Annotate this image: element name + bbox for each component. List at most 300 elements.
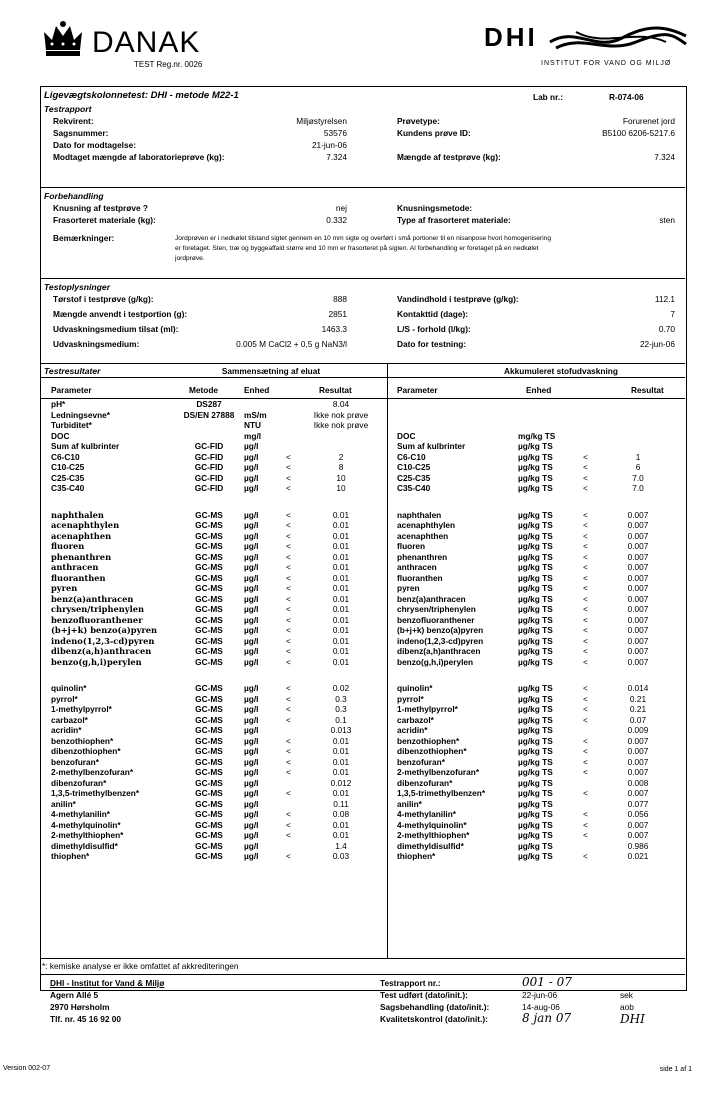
accum-unit: µg/kg TS: [518, 441, 553, 451]
remarks-line: Jordprøven er i nedkølet tilstand sigtet gennem en 10 mm sigte og overført i små portioner til en nisanpose hvori homogenisering: [175, 235, 552, 242]
result-value: 0.01: [332, 614, 350, 625]
accum-qualifier: <: [583, 614, 588, 625]
field-label: Knusning af testprøve ?: [53, 203, 148, 213]
field-label: Knusningsmetode:: [397, 203, 473, 213]
result-method: GC-MS: [195, 767, 223, 777]
accum-unit: µg/kg TS: [518, 562, 553, 572]
accum-unit: µg/kg TS: [518, 704, 553, 714]
result-qualifier: <: [286, 851, 291, 861]
dhi-logo: [484, 22, 690, 72]
result-parameter: 4-methylanilin*: [51, 809, 111, 819]
result-parameter: Turbiditet*: [51, 420, 92, 430]
result-value: 10: [336, 472, 346, 483]
field-value: 22-jun-06: [639, 339, 675, 349]
accum-unit: µg/kg TS: [518, 809, 553, 819]
accum-value: 0.014: [627, 683, 649, 693]
accum-parameter: C6-C10: [397, 451, 426, 462]
result-unit: µg/l: [244, 830, 259, 840]
accum-parameter: anthracen: [397, 562, 437, 572]
address-line-1: DHI - Institut for Vand & Miljø: [50, 978, 165, 988]
crown-icon: [42, 20, 84, 58]
result-parameter: benz(a)anthracen: [51, 593, 134, 604]
result-value: 0.01: [332, 746, 350, 756]
accum-value: 6: [635, 462, 641, 472]
signoff-initials: sek: [620, 990, 633, 1000]
accum-qualifier: <: [583, 656, 588, 667]
result-value: 8: [338, 462, 344, 472]
result-method: GC-FID: [194, 441, 224, 451]
result-value: 0.03: [332, 851, 350, 861]
result-value: 0.01: [332, 625, 350, 635]
result-unit: µg/l: [244, 777, 259, 788]
result-method: GC-FID: [194, 472, 224, 483]
result-qualifier: <: [286, 683, 291, 693]
result-value: 0.11: [333, 798, 349, 809]
result-parameter: fluoranthen: [51, 572, 106, 583]
accum-value: 0.007: [627, 614, 649, 625]
accum-value: 0.021: [627, 851, 649, 861]
result-value: Ikke nok prøve: [313, 409, 369, 420]
section-forbehandling: Forbehandling: [44, 191, 104, 201]
result-value: 0.01: [332, 541, 350, 551]
result-parameter: Ledningsevne*: [51, 409, 111, 420]
report-title: Ligevægtskolonnetest: DHI - metode M22-1: [44, 90, 239, 101]
accum-unit: µg/kg TS: [518, 840, 553, 851]
result-parameter: C10-C25: [51, 462, 85, 472]
result-unit: µg/l: [244, 583, 259, 593]
accum-parameter: 2-methylbenzofuran*: [397, 767, 480, 777]
accum-value: 0.008: [627, 777, 649, 788]
result-qualifier: <: [286, 583, 291, 593]
result-value: 0.01: [332, 572, 350, 583]
accum-value: 0.009: [627, 725, 649, 735]
result-value: 0.012: [330, 777, 352, 788]
result-qualifier: <: [286, 735, 291, 746]
accum-qualifier: <: [583, 646, 588, 656]
result-unit: µg/l: [244, 614, 259, 625]
accum-parameter: fluoren: [397, 541, 426, 551]
accum-value: 0.21: [629, 693, 647, 704]
signoff-label: Test udført (dato/init.):: [380, 990, 468, 1000]
result-value: 0.01: [332, 604, 350, 614]
result-unit: NTU: [244, 420, 262, 430]
accum-value: 0.007: [627, 635, 649, 646]
result-method: GC-MS: [195, 520, 223, 530]
result-value: 0.01: [332, 788, 350, 798]
field-value: 53576: [323, 128, 347, 138]
accum-qualifier: <: [583, 483, 588, 493]
result-value: 0.01: [332, 819, 350, 830]
accum-parameter: pyren: [397, 583, 420, 593]
result-method: GC-MS: [195, 851, 223, 861]
col-header: Metode: [189, 385, 219, 395]
accum-parameter: quinolin*: [397, 683, 433, 693]
field-value: sten: [659, 215, 675, 225]
result-unit: µg/l: [244, 451, 259, 462]
accum-qualifier: <: [583, 746, 588, 756]
field-value: 1463.3: [321, 324, 347, 334]
accum-unit: µg/kg TS: [518, 756, 553, 767]
accum-parameter: pyrrol*: [397, 693, 424, 704]
field-value: 0.70: [658, 324, 675, 334]
accum-qualifier: <: [583, 604, 588, 614]
right-group-title: Akkumuleret stofudvaskning: [504, 366, 618, 376]
wave-icon: [546, 24, 690, 54]
footnote: *: kemiske analyse er ikke omfattet af akkrediteringen: [42, 961, 239, 971]
accum-qualifier: <: [583, 819, 588, 830]
result-qualifier: <: [286, 572, 291, 583]
accum-unit: µg/kg TS: [518, 767, 553, 777]
result-method: GC-MS: [195, 683, 223, 693]
accum-unit: µg/kg TS: [518, 693, 553, 704]
result-qualifier: <: [286, 693, 291, 704]
col-header: Parameter: [51, 385, 92, 395]
result-method: GC-MS: [195, 840, 223, 851]
result-value: 0.02: [332, 683, 350, 693]
accum-value: 0.007: [627, 746, 649, 756]
result-value: 0.01: [332, 635, 350, 646]
field-label: Vandindhold i testprøve (g/kg):: [397, 294, 519, 304]
result-value: 0.01: [332, 646, 350, 656]
field-label: Frasorteret materiale (kg):: [53, 215, 156, 225]
col-header: Enhed: [526, 385, 552, 395]
field-label: Dato for testning:: [397, 339, 467, 349]
result-parameter: C35-C40: [51, 483, 85, 493]
result-method: GC-MS: [195, 693, 223, 704]
address-line-2: Agern Allé 5: [50, 990, 99, 1000]
field-label: Prøvetype:: [397, 116, 440, 126]
result-value: 0.01: [332, 656, 350, 667]
accum-value: 0.007: [627, 530, 649, 541]
accum-parameter: carbazol*: [397, 714, 434, 725]
accum-parameter: 1,3,5-trimethylbenzen*: [397, 788, 486, 798]
version-label: Version 002-07: [3, 1065, 51, 1072]
result-qualifier: <: [286, 614, 291, 625]
accum-value: 0.007: [627, 656, 649, 667]
result-unit: µg/l: [244, 483, 259, 493]
result-parameter: thiophen*: [51, 851, 90, 861]
result-method: GC-MS: [195, 593, 223, 604]
result-qualifier: <: [286, 593, 291, 604]
result-unit: µg/l: [244, 562, 259, 572]
accum-value: 0.007: [627, 646, 649, 656]
field-value: Forurenet jord: [622, 116, 675, 126]
accum-value: 0.007: [627, 593, 649, 604]
result-qualifier: <: [286, 451, 291, 462]
accum-qualifier: <: [583, 551, 588, 562]
field-label: Mængde anvendt i testportion (g):: [53, 309, 188, 319]
accum-value: 0.007: [627, 572, 649, 583]
field-value: 112.1: [654, 294, 675, 304]
result-value: 8.04: [332, 399, 350, 409]
accum-qualifier: <: [583, 704, 588, 714]
result-unit: µg/l: [244, 541, 259, 551]
accum-parameter: acenaphthen: [397, 530, 449, 541]
result-unit: µg/l: [244, 704, 259, 714]
accum-unit: µg/kg TS: [518, 541, 553, 551]
field-value: 888: [333, 294, 347, 304]
result-method: GC-MS: [195, 583, 223, 593]
accum-parameter: anilin*: [397, 798, 422, 809]
accum-unit: µg/kg TS: [518, 614, 553, 625]
accum-value: 0.07: [629, 714, 647, 725]
accum-qualifier: <: [583, 593, 588, 604]
result-parameter: 2-methylbenzofuran*: [51, 767, 134, 777]
result-method: GC-MS: [195, 572, 223, 583]
result-method: GC-FID: [194, 462, 224, 472]
result-unit: mS/m: [244, 409, 267, 420]
signoff-value: 14-aug-06: [522, 1002, 560, 1012]
result-parameter: acenaphthylen: [51, 520, 120, 530]
col-header: Resultat: [631, 385, 664, 395]
accum-parameter: chrysen/triphenylen: [397, 604, 476, 614]
result-qualifier: <: [286, 472, 291, 483]
accum-parameter: dibenzothiophen*: [397, 746, 467, 756]
accum-qualifier: <: [583, 583, 588, 593]
result-qualifier: <: [286, 646, 291, 656]
address-line-3: 2970 Hørsholm: [50, 1002, 110, 1012]
result-method: GC-MS: [195, 625, 223, 635]
accum-unit: µg/kg TS: [518, 483, 553, 493]
accum-parameter: fluoranthen: [397, 572, 443, 583]
result-method: DS/EN 27888: [183, 409, 235, 420]
result-unit: µg/l: [244, 656, 259, 667]
result-method: GC-MS: [195, 735, 223, 746]
accum-value: 0.007: [627, 830, 649, 840]
result-unit: µg/l: [244, 530, 259, 541]
result-method: GC-MS: [195, 746, 223, 756]
accum-qualifier: <: [583, 562, 588, 572]
signoff-value: 22-jun-06: [522, 990, 558, 1000]
result-value: 0.01: [332, 593, 350, 604]
result-parameter: 1,3,5-trimethylbenzen*: [51, 788, 140, 798]
result-value: Ikke nok prøve: [313, 420, 369, 430]
signoff-initials: DHI: [620, 1012, 645, 1026]
field-label: Kontakttid (dage):: [397, 309, 468, 319]
accum-parameter: phenanthren: [397, 551, 448, 562]
col-header: Resultat: [319, 385, 352, 395]
result-value: 0.1: [335, 714, 347, 725]
address-line-4: Tlf. nr. 45 16 92 00: [50, 1014, 122, 1024]
result-parameter: dibenz(a,h)anthracen: [51, 646, 152, 656]
accum-parameter: C35-C40: [397, 483, 431, 493]
signoff-label: Kvalitetskontrol (dato/init.):: [380, 1014, 488, 1024]
result-parameter: dibenzofuran*: [51, 777, 107, 788]
accum-value: 0.007: [627, 756, 649, 767]
field-value: 21-jun-06: [311, 140, 347, 150]
accum-value: 0.077: [627, 798, 649, 809]
accum-qualifier: <: [583, 520, 588, 530]
result-qualifier: <: [286, 551, 291, 562]
result-method: GC-MS: [195, 788, 223, 798]
accum-value: 1: [635, 451, 641, 462]
accum-parameter: benz(a)anthracen: [397, 593, 466, 604]
result-method: GC-MS: [195, 604, 223, 614]
accum-value: 0.007: [627, 562, 649, 572]
result-method: GC-MS: [195, 509, 223, 520]
accum-unit: µg/kg TS: [518, 798, 553, 809]
accum-parameter: 4-methylanilin*: [397, 809, 457, 819]
field-label: Dato for modtagelse:: [53, 140, 136, 150]
result-qualifier: <: [286, 746, 291, 756]
left-group-title: Sammensætning af eluat: [221, 366, 321, 376]
field-value: B5100 6206-5217.6: [602, 128, 675, 138]
result-unit: µg/l: [244, 693, 259, 704]
accum-unit: µg/kg TS: [518, 509, 553, 520]
result-unit: µg/l: [244, 756, 259, 767]
result-value: 0.01: [332, 735, 350, 746]
field-value: 7.324: [654, 152, 675, 162]
accum-unit: µg/kg TS: [518, 551, 553, 562]
result-unit: µg/l: [244, 735, 259, 746]
field-label: Type af frasorteret materiale:: [397, 215, 511, 225]
accum-parameter: 4-methylquinolin*: [397, 819, 467, 830]
accum-qualifier: <: [583, 767, 588, 777]
result-unit: µg/l: [244, 714, 259, 725]
remarks-line: er foretaget. Sten, træ og byggeaffald større end 10 mm er frasorteret på sigten. Al forbehandling er foretaget på en nedkølet: [175, 245, 539, 252]
accum-qualifier: <: [583, 756, 588, 767]
accum-parameter: 1-methylpyrrol*: [397, 704, 458, 714]
accum-unit: µg/kg TS: [518, 583, 553, 593]
accum-unit: µg/kg TS: [518, 830, 553, 840]
signoff-initials: aob: [620, 1002, 634, 1012]
result-method: GC-MS: [195, 635, 223, 646]
accum-qualifier: <: [583, 851, 588, 861]
accum-parameter: naphthalen: [397, 509, 442, 520]
result-method: GC-MS: [195, 714, 223, 725]
result-qualifier: <: [286, 530, 291, 541]
remarks-line: jordprøve.: [175, 255, 205, 262]
result-method: GC-MS: [195, 530, 223, 541]
result-unit: µg/l: [244, 551, 259, 562]
result-unit: µg/l: [244, 683, 259, 693]
accum-value: 0.007: [627, 583, 649, 593]
accum-qualifier: <: [583, 625, 588, 635]
result-method: DS287: [196, 399, 222, 409]
accum-value: 0.007: [627, 520, 649, 530]
result-method: GC-MS: [195, 541, 223, 551]
result-value: 0.01: [332, 830, 350, 840]
result-value: 0.013: [330, 725, 352, 735]
danak-reg: TEST Reg.nr. 0026: [134, 60, 203, 69]
result-parameter: C25-C35: [51, 472, 85, 483]
result-unit: µg/l: [244, 767, 259, 777]
accum-parameter: indeno(1,2,3-cd)pyren: [397, 635, 484, 646]
accum-value: 0.986: [627, 840, 649, 851]
result-unit: µg/l: [244, 572, 259, 583]
accum-unit: µg/kg TS: [518, 683, 553, 693]
result-value: 0.01: [332, 562, 350, 572]
accum-parameter: C10-C25: [397, 462, 431, 472]
result-parameter: pyren: [51, 583, 78, 593]
accum-unit: mg/kg TS: [518, 430, 556, 441]
result-unit: µg/l: [244, 809, 259, 819]
result-qualifier: <: [286, 767, 291, 777]
result-method: GC-MS: [195, 819, 223, 830]
result-method: GC-MS: [195, 562, 223, 572]
result-qualifier: <: [286, 604, 291, 614]
result-unit: µg/l: [244, 840, 259, 851]
result-qualifier: <: [286, 625, 291, 635]
col-header: Enhed: [244, 385, 270, 395]
result-method: GC-MS: [195, 725, 223, 735]
result-unit: µg/l: [244, 509, 259, 520]
accum-value: 0.007: [627, 819, 649, 830]
result-qualifier: <: [286, 462, 291, 472]
result-qualifier: <: [286, 756, 291, 767]
result-parameter: 1-methylpyrrol*: [51, 704, 112, 714]
result-method: GC-FID: [194, 451, 224, 462]
field-label: Mængde af testprøve (kg):: [397, 152, 501, 162]
accum-value: 0.007: [627, 509, 649, 520]
signoff-label: Testrapport nr.:: [380, 978, 441, 988]
signoff-value: 001 - 07: [522, 975, 572, 989]
field-label: Udvaskningsmedium tilsat (ml):: [53, 324, 179, 334]
field-label: Rekvirent:: [53, 116, 94, 126]
signoff-value: 8 jan 07: [522, 1011, 572, 1025]
field-value: 0.332: [326, 215, 347, 225]
result-parameter: benzothiophen*: [51, 735, 114, 746]
accum-unit: µg/kg TS: [518, 646, 553, 656]
accum-parameter: dibenzofuran*: [397, 777, 453, 788]
col-header: Parameter: [397, 385, 438, 395]
result-parameter: Sum af kulbrinter: [51, 441, 120, 451]
accum-qualifier: <: [583, 809, 588, 819]
accum-unit: µg/kg TS: [518, 451, 553, 462]
accum-parameter: benzofuran*: [397, 756, 445, 767]
result-qualifier: <: [286, 819, 291, 830]
result-parameter: (b+j+k) benzo(a)pyren: [51, 625, 158, 635]
accum-unit: µg/kg TS: [518, 462, 553, 472]
accum-unit: µg/kg TS: [518, 604, 553, 614]
accum-qualifier: <: [583, 541, 588, 551]
result-parameter: anthracen: [51, 562, 99, 572]
result-parameter: benzo(g,h,i)perylen: [51, 656, 142, 667]
field-label: L/S - forhold (l/kg):: [397, 324, 471, 334]
accum-unit: µg/kg TS: [518, 851, 553, 861]
result-method: GC-MS: [195, 646, 223, 656]
accum-value: 7.0: [632, 472, 644, 483]
result-qualifier: <: [286, 830, 291, 840]
result-value: 0.01: [332, 509, 350, 520]
accum-unit: µg/kg TS: [518, 819, 553, 830]
accum-unit: µg/kg TS: [518, 530, 553, 541]
accum-qualifier: <: [583, 462, 588, 472]
result-value: 0.3: [335, 704, 347, 714]
result-unit: µg/l: [244, 851, 259, 861]
accum-qualifier: <: [583, 530, 588, 541]
field-label: Tørstof i testprøve (g/kg):: [53, 294, 154, 304]
result-parameter: carbazol*: [51, 714, 88, 725]
result-parameter: benzofuran*: [51, 756, 99, 767]
section-testresultater: Testresultater: [44, 366, 101, 376]
accum-unit: µg/kg TS: [518, 593, 553, 604]
page-label: side 1 af 1: [659, 1066, 692, 1073]
accum-unit: µg/kg TS: [518, 472, 553, 483]
accum-parameter: DOC: [397, 430, 416, 441]
accum-qualifier: <: [583, 830, 588, 840]
result-value: 0.01: [332, 767, 350, 777]
accum-qualifier: <: [583, 509, 588, 520]
result-unit: µg/l: [244, 472, 259, 483]
result-parameter: indeno(1,2,3-cd)pyren: [51, 635, 155, 646]
result-unit: µg/l: [244, 593, 259, 604]
field-value: 2851: [328, 309, 347, 319]
accum-qualifier: <: [583, 735, 588, 746]
field-value: nej: [335, 203, 347, 213]
result-unit: µg/l: [244, 746, 259, 756]
result-method: GC-MS: [195, 809, 223, 819]
